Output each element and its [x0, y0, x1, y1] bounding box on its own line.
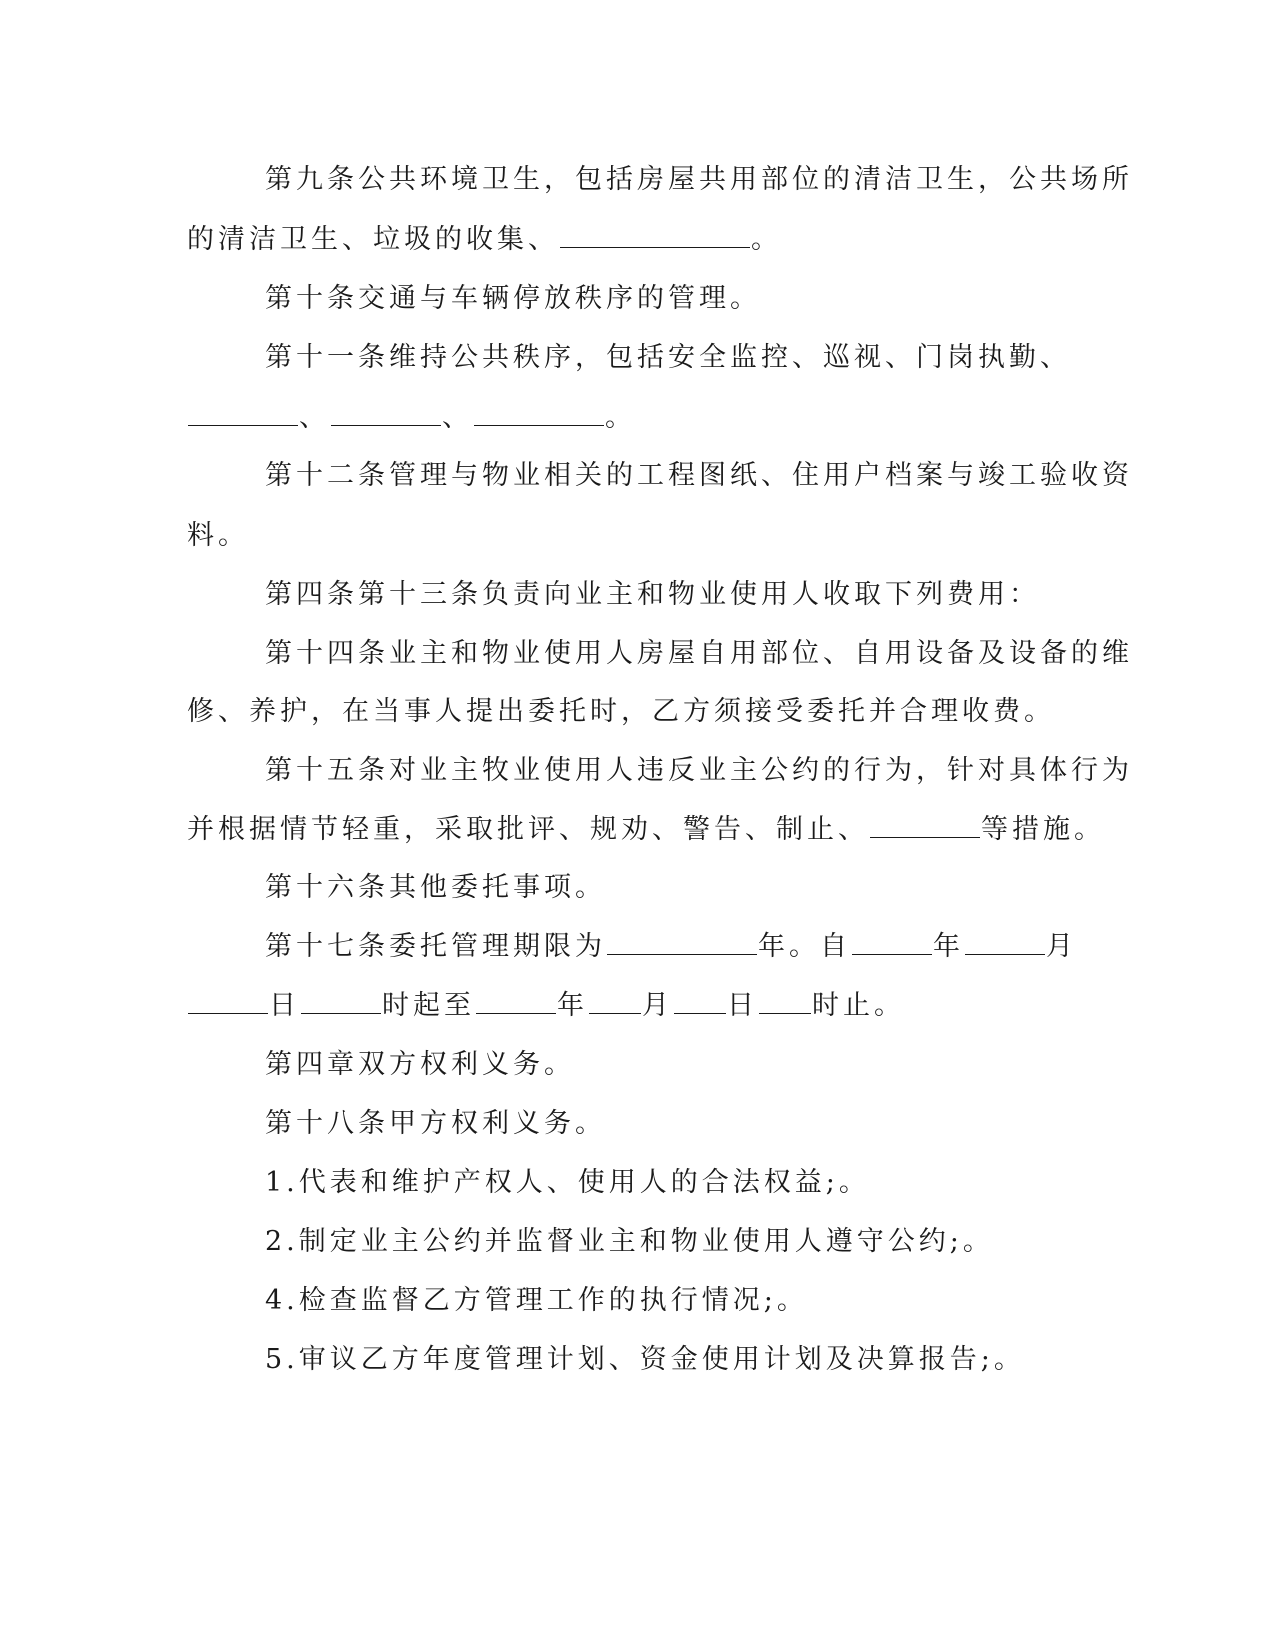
separator: 、 [299, 402, 330, 433]
article-17-text: 时止。 [812, 990, 905, 1021]
article-12-line-2: 料。 [187, 520, 249, 551]
fill-in-blank[interactable] [674, 989, 726, 1014]
article-14-line-2: 修、养护，在当事人提出委托时，乙方须接受委托并合理收费。 [187, 696, 1055, 727]
list-item: 5.审议乙方年度管理计划、资金使用计划及决算报告;。 [265, 1344, 1025, 1375]
article-15-text: 并根据情节轻重，采取批评、规劝、警告、制止、 [187, 814, 869, 845]
article-17-text: 年 [557, 990, 588, 1021]
article-11-end: 。 [605, 402, 636, 433]
article-17-line-1 [265, 929, 1165, 965]
article-15-line-1: 第十五条对业主牧业使用人违反业主公约的行为，针对具体行为 [265, 755, 1133, 786]
fill-in-blank[interactable] [870, 813, 980, 838]
fill-in-blank[interactable] [759, 989, 811, 1014]
article-11-line-2 [187, 400, 1087, 436]
fill-in-blank[interactable] [331, 401, 441, 426]
article-17-text: 第十七条委托管理期限为 [265, 931, 606, 962]
article-13: 第四条第十三条负责向业主和物业使用人收取下列费用： [265, 579, 1040, 610]
article-17-text: 日 [727, 990, 758, 1021]
fill-in-blank[interactable] [188, 989, 268, 1014]
article-17-text: 年。自 [758, 931, 851, 962]
list-item: 2.制定业主公约并监督业主和物业使用人遵守公约;。 [265, 1226, 994, 1257]
article-12-line-1: 第十二条管理与物业相关的工程图纸、住用户档案与竣工验收资 [265, 460, 1133, 491]
article-17-text: 年 [933, 931, 964, 962]
article-14-line-1: 第十四条业主和物业使用人房屋自用部位、自用设备及设备的维 [265, 638, 1133, 669]
fill-in-blank[interactable] [852, 930, 932, 955]
article-9-text: 的清洁卫生、垃圾的收集、 [187, 224, 559, 255]
fill-in-blank[interactable] [476, 989, 556, 1014]
article-18: 第十八条甲方权利义务。 [265, 1108, 606, 1139]
chapter-4-heading: 第四章双方权利义务。 [265, 1049, 575, 1080]
fill-in-blank[interactable] [965, 930, 1045, 955]
article-15-end: 等措施。 [981, 814, 1105, 845]
article-17-text: 日 [269, 990, 300, 1021]
fill-in-blank[interactable] [188, 401, 298, 426]
article-17-line-2 [187, 988, 1087, 1024]
article-10: 第十条交通与车辆停放秩序的管理。 [265, 283, 761, 314]
article-9-end: 。 [751, 224, 782, 255]
article-11-line-1: 第十一条维持公共秩序，包括安全监控、巡视、门岗执勤、 [265, 342, 1071, 373]
article-17-text: 时起至 [382, 990, 475, 1021]
fill-in-blank[interactable] [607, 930, 757, 955]
article-17-text: 月 [1046, 931, 1077, 962]
fill-in-blank[interactable] [474, 401, 604, 426]
separator: 、 [442, 402, 473, 433]
article-9-line-1: 第九条公共环境卫生，包括房屋共用部位的清洁卫生，公共场所 [265, 164, 1133, 195]
fill-in-blank[interactable] [301, 989, 381, 1014]
list-item: 1.代表和维护产权人、使用人的合法权益;。 [265, 1167, 870, 1198]
fill-in-blank[interactable] [560, 223, 750, 248]
article-15-line-2 [187, 812, 1105, 848]
fill-in-blank[interactable] [589, 989, 641, 1014]
article-9-line-2 [187, 222, 1087, 258]
article-16: 第十六条其他委托事项。 [265, 872, 606, 903]
article-17-text: 月 [642, 990, 673, 1021]
list-item: 4.检查监督乙方管理工作的执行情况;。 [265, 1285, 808, 1316]
